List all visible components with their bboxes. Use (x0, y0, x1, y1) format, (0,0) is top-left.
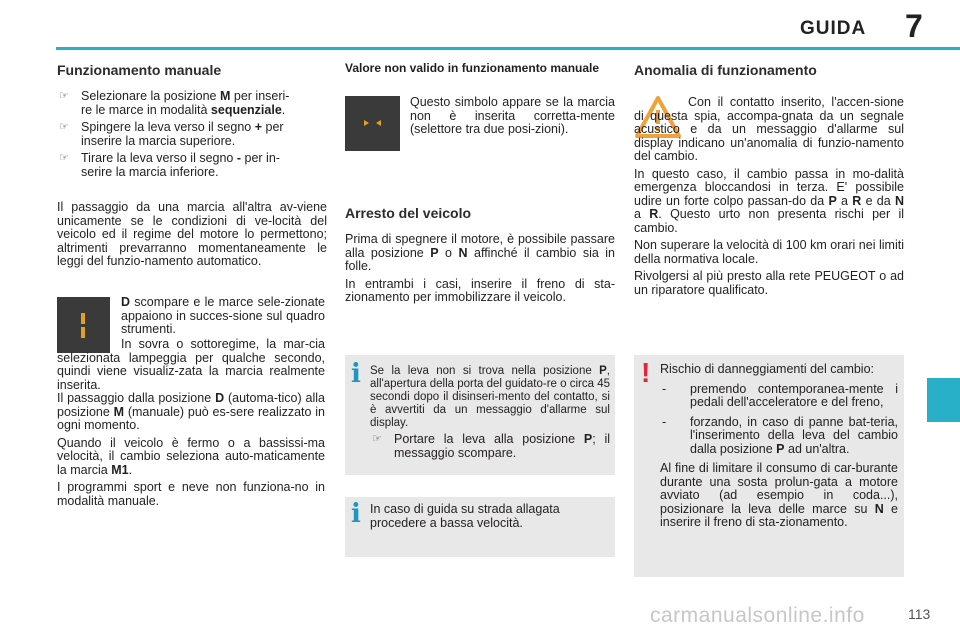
column-left (57, 62, 327, 269)
warning-text (660, 363, 898, 530)
header-rule (56, 47, 960, 50)
subheading-invalid: Valore non valido in funzionamento manuale (345, 61, 600, 75)
bullet-finger-icon: ☞ (59, 90, 69, 102)
section-heading-stop: Arresto del veicolo (345, 205, 472, 221)
list-item: ☞ Portare la leva alla posizione P; il messaggio scompare. (372, 432, 610, 460)
column-right (634, 62, 904, 78)
list-item: ☞ Spingere la leva verso il segno + per inserire la marcia superiore. (59, 120, 284, 148)
section-heading-anomaly: Anomalia di funzionamento (634, 62, 817, 78)
info-icon: i (351, 359, 361, 389)
chapter-title: GUIDA (800, 18, 867, 39)
paragraph: Il passaggio dalla posizione D (automa-tico) alla posizione M (manuale) può es-sere realizzato in ogni momento. Quando il veicolo è fermo o a bassissi-ma velocità, il cambio seleziona auto-maticamente la marcia M1. I programmi sport e neve non funziona-no in modalità manuale. (57, 391, 325, 508)
column-middle (345, 62, 615, 75)
bullet-finger-icon: ☞ (59, 121, 69, 133)
list-item: ☞ Selezionare la posizione M per inseri- re le marce in modalità sequenziale. (59, 89, 290, 117)
paragraph: Il passaggio da una marcia all'altra av-viene unicamente se le condizioni di ve-locità del veicolo ed il regime del motore lo permettono; altrimenti prevarranno momentaneamente le leggi del funzio-namento automatico. (57, 200, 327, 268)
paragraph: D scompare e le marce sele-zionate appaiono in succes-sione sul quadro strumenti. (121, 295, 325, 336)
bullet-finger-icon: ☞ (372, 433, 382, 445)
info-box-flooded (345, 497, 615, 557)
paragraph: Questo simbolo appare se la marcia non è inserita corretta-mente (selettore tra due posi-zioni). (410, 95, 615, 136)
chapter-number: 7 (905, 8, 923, 44)
paragraph: Prima di spegnere il motore, è possibile passare alla posizione P o N affinché il cambio sia in folle. In entrambi i casi, inserire il freno di sta-zionamento per immobilizzare il veicolo. (345, 232, 616, 304)
list-item: ☞ Tirare la leva verso il segno - per in- serire la marcia inferiore. (59, 151, 280, 179)
invalid-gear-icon (345, 96, 400, 151)
list-item: - premendo contemporanea-mente i pedali dell'acceleratore e del freno, (662, 381, 898, 409)
info-text: In caso di guida su strada allagata procedere a bassa velocità. (370, 502, 560, 530)
bullet-finger-icon: ☞ (59, 152, 69, 164)
watermark: carmanualsonline.info (650, 604, 865, 627)
info-text: Se la leva non si trova nella posizione P, all'apertura della porta del guidato-re o circa 45 secondi dopo il disinseri-mento del contatto, si è avvertiti da un messaggio d'allarme sul display. ☞ Portare la leva alla posizione P; il messaggio scompare. (370, 365, 611, 460)
paragraph: In sovra o sottoregime, la mar-cia selezionata lampeggia per qualche secondo, quindi viene visualiz-zata la marcia realmente inserita. (57, 337, 325, 392)
warning-tail: Al fine di limitare il consumo di car-burante durante una sosta prolun-gata a motore avviato (ad esempio in coda...), posizionare la leva delle marce su N e inserire il freno di sta-zionamento. (660, 461, 898, 529)
warning-intro: Rischio di danneggiamenti del cambio: (660, 362, 875, 376)
paragraph: Con il contatto inserito, l'accen-sione di questa spia, accompa-gnata da un segnale acustico e da un messaggio d'allarme sul display indicano un'anomalia di funzio-namento del cambio. In questo caso, il cambio passa in mo-dalità emergenza bloccandosi in terza. E' possibile udire un forte colpo passan-do da P a R e da N a R. Questo urto non presenta rischi per il cambio. Non superare la velocità di 100 km orari nei limiti della normativa locale. Rivolgersi al più presto alla rete PEUGEOT o ad un riparatore qualificato. (634, 95, 904, 297)
page-number: 113 (908, 606, 931, 622)
info-icon: i (351, 499, 361, 529)
section-heading-manual: Funzionamento manuale (57, 62, 222, 78)
chapter-side-tab (927, 378, 960, 422)
exclamation-icon: ! (641, 357, 651, 388)
list-item: - forzando, in caso di panne bat-teria, l'inserimento della leva del cambio dalla posizione P ad un'altra. (662, 414, 898, 456)
stop-section (345, 205, 615, 309)
info-box-lever (345, 355, 615, 475)
warning-box (634, 355, 904, 577)
